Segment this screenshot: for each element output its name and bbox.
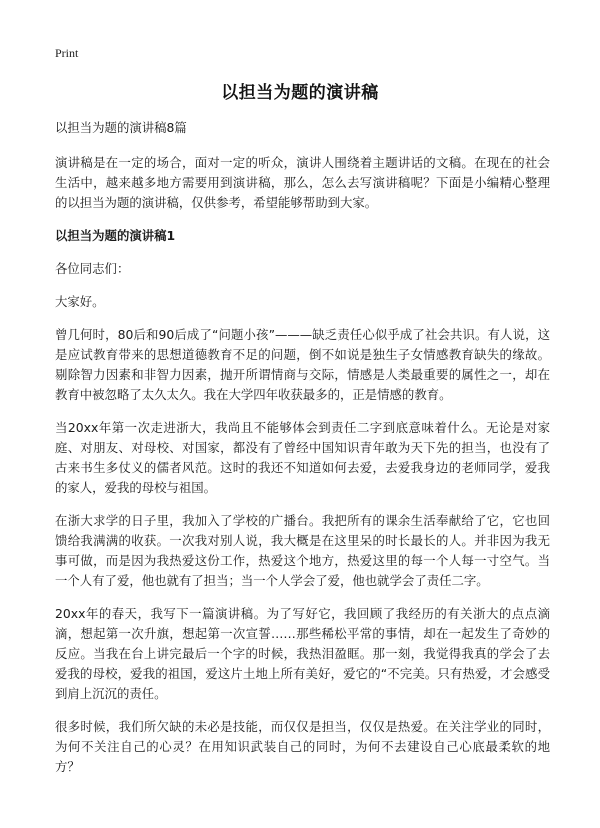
page-title: 以担当为题的演讲稿 xyxy=(221,83,379,103)
body-paragraph: 20xx年的春天，我写下一篇演讲稿。为了写好它，我回顾了我经历的有关浙大的点点滴滴，想起第一次升旗，想起第一次宣誓……那些稀松平常的事情，却在一起发生了奇妙的反应。当我在台上讲完最后一个字的时候，我热泪盈眶。那一刻，我觉得我真的学会了去爱我的母校，爱我的祖国，爱这片土地上所有美好，爱它的“不完美。只有热爱，才会感受到肩上沉沉的责任。 xyxy=(55,606,550,701)
document-body xyxy=(55,118,550,790)
body-paragraph: 在浙大求学的日子里，我加入了学校的广播台。我把所有的课余生活奉献给了它，它也回馈给我满满的收获。一次我对别人说，我大概是在这里呆的时长最长的人。并非因为我无事可做，而是因为我热爱这份工作，热爱这个地方，热爱这里的每一个人每一寸空气。当一个人有了爱，他也就有了担当；当一个人学会了爱，他也就学会了责任二字。 xyxy=(55,513,550,588)
salutation: 各位同志们： xyxy=(55,261,130,276)
body-paragraph: 很多时候，我们所欠缺的未必是技能，而仅仅是担当，仅仅是热爱。在关注学业的同时，为何不关注自己的心灵？在用知识武装自己的同时，为何不去建设自己心底最柔软的地方？ xyxy=(55,719,550,774)
print-link[interactable]: Print xyxy=(55,46,79,60)
section-heading: 以担当为题的演讲稿1 xyxy=(55,228,176,243)
body-paragraph: 当20xx年第一次走进浙大，我尚且不能够体会到责任二字到底意味着什么。无论是对家庭、对朋友、对母校、对国家，都没有了曾经中国知识青年敢为天下先的担当，也没有了古来书生多仗义的儒者风范。这时的我还不知道如何去爱，去爱我身边的老师同学，爱我的家人，爱我的母校与祖国。 xyxy=(55,420,550,495)
intro-paragraph: 演讲稿是在一定的场合，面对一定的听众，演讲人围绕着主题讲话的文稿。在现在的社会生活中，越来越多地方需要用到演讲稿，那么，怎么去写演讲稿呢？下面是小编精心整理的以担当为题的演讲稿，仅供参考，希望能够帮助到大家。 xyxy=(55,155,550,210)
document-subtitle: 以担当为题的演讲稿8篇 xyxy=(55,120,187,135)
body-paragraph: 曾几何时，80后和90后成了“问题小孩”———缺乏责任心似乎成了社会共识。有人说，这是应试教育带来的思想道德教育不足的问题，倒不如说是独生子女情感教育缺失的缘故。剔除智力因素和非智力因素，抛开所谓情商与交际，情感是人类最重要的属性之一，却在教育中被忽略了太久太久。我在大学四年收获最多的，正是情感的教育。 xyxy=(55,327,550,402)
greeting: 大家好。 xyxy=(55,294,105,309)
